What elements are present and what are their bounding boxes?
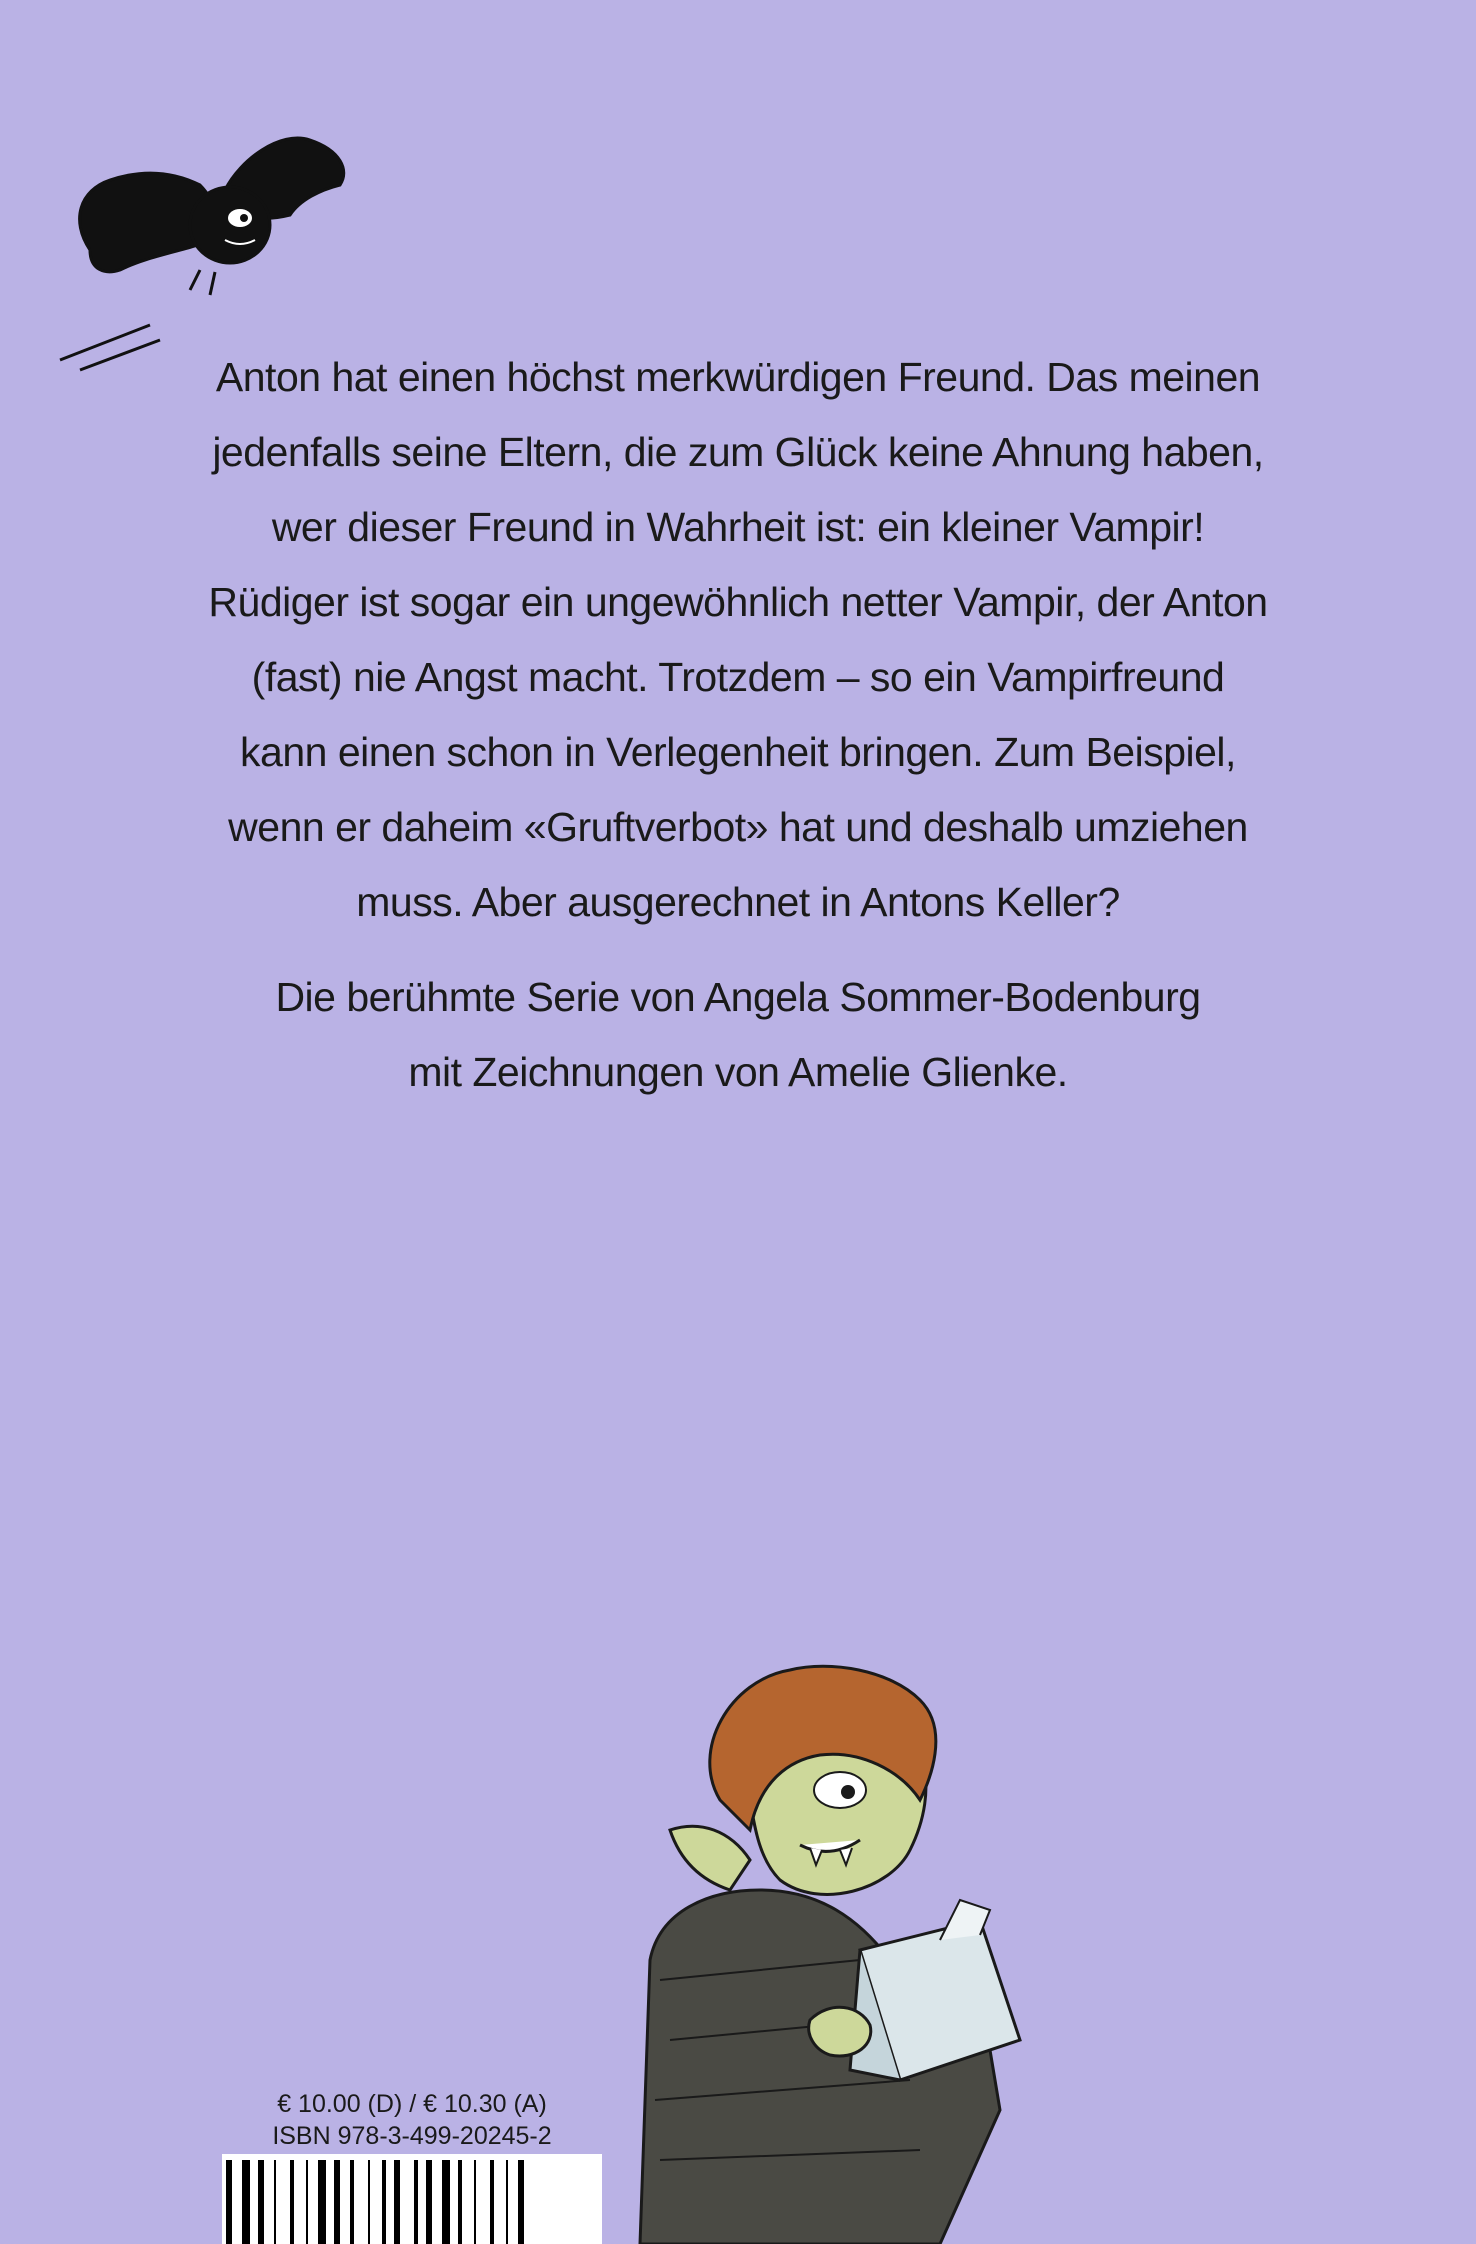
price-isbn-box bbox=[222, 2088, 602, 2152]
description-line: Anton hat einen höchst merkwürdigen Freund. Das meinen bbox=[215, 354, 1261, 400]
credits-paragraph bbox=[200, 960, 1276, 1110]
description-line: kann einen schon in Verlegenheit bringen. Zum Beispiel, bbox=[240, 729, 1236, 775]
description-paragraph bbox=[200, 340, 1276, 940]
isbn-text: ISBN 978-3-499-20245-2 bbox=[272, 2122, 552, 2150]
description-line: jedenfalls seine Eltern, die zum Glück keine Ahnung haben, bbox=[212, 429, 1264, 475]
description-line: wenn er daheim «Gruftverbot» hat und deshalb umziehen bbox=[228, 804, 1248, 850]
credits-line: Die berühmte Serie von Angela Sommer-Bodenburg bbox=[275, 974, 1201, 1020]
vampire-reading-book-illustration bbox=[560, 1660, 1120, 2244]
credits-line: mit Zeichnungen von Amelie Glienke. bbox=[408, 1049, 1068, 1095]
description-line: (fast) nie Angst macht. Trotzdem – so ein Vampirfreund bbox=[251, 654, 1225, 700]
description-line: Rüdiger ist sogar ein ungewöhnlich netter Vampir, der Anton bbox=[208, 579, 1268, 625]
description-line: wer dieser Freund in Wahrheit ist: ein kleiner Vampir! bbox=[271, 504, 1205, 550]
description-line: muss. Aber ausgerechnet in Antons Keller? bbox=[356, 879, 1120, 925]
price-text: € 10.00 (D) / € 10.30 (A) bbox=[277, 2090, 547, 2118]
barcode-icon bbox=[222, 2154, 602, 2244]
blurb-text bbox=[200, 340, 1276, 1110]
